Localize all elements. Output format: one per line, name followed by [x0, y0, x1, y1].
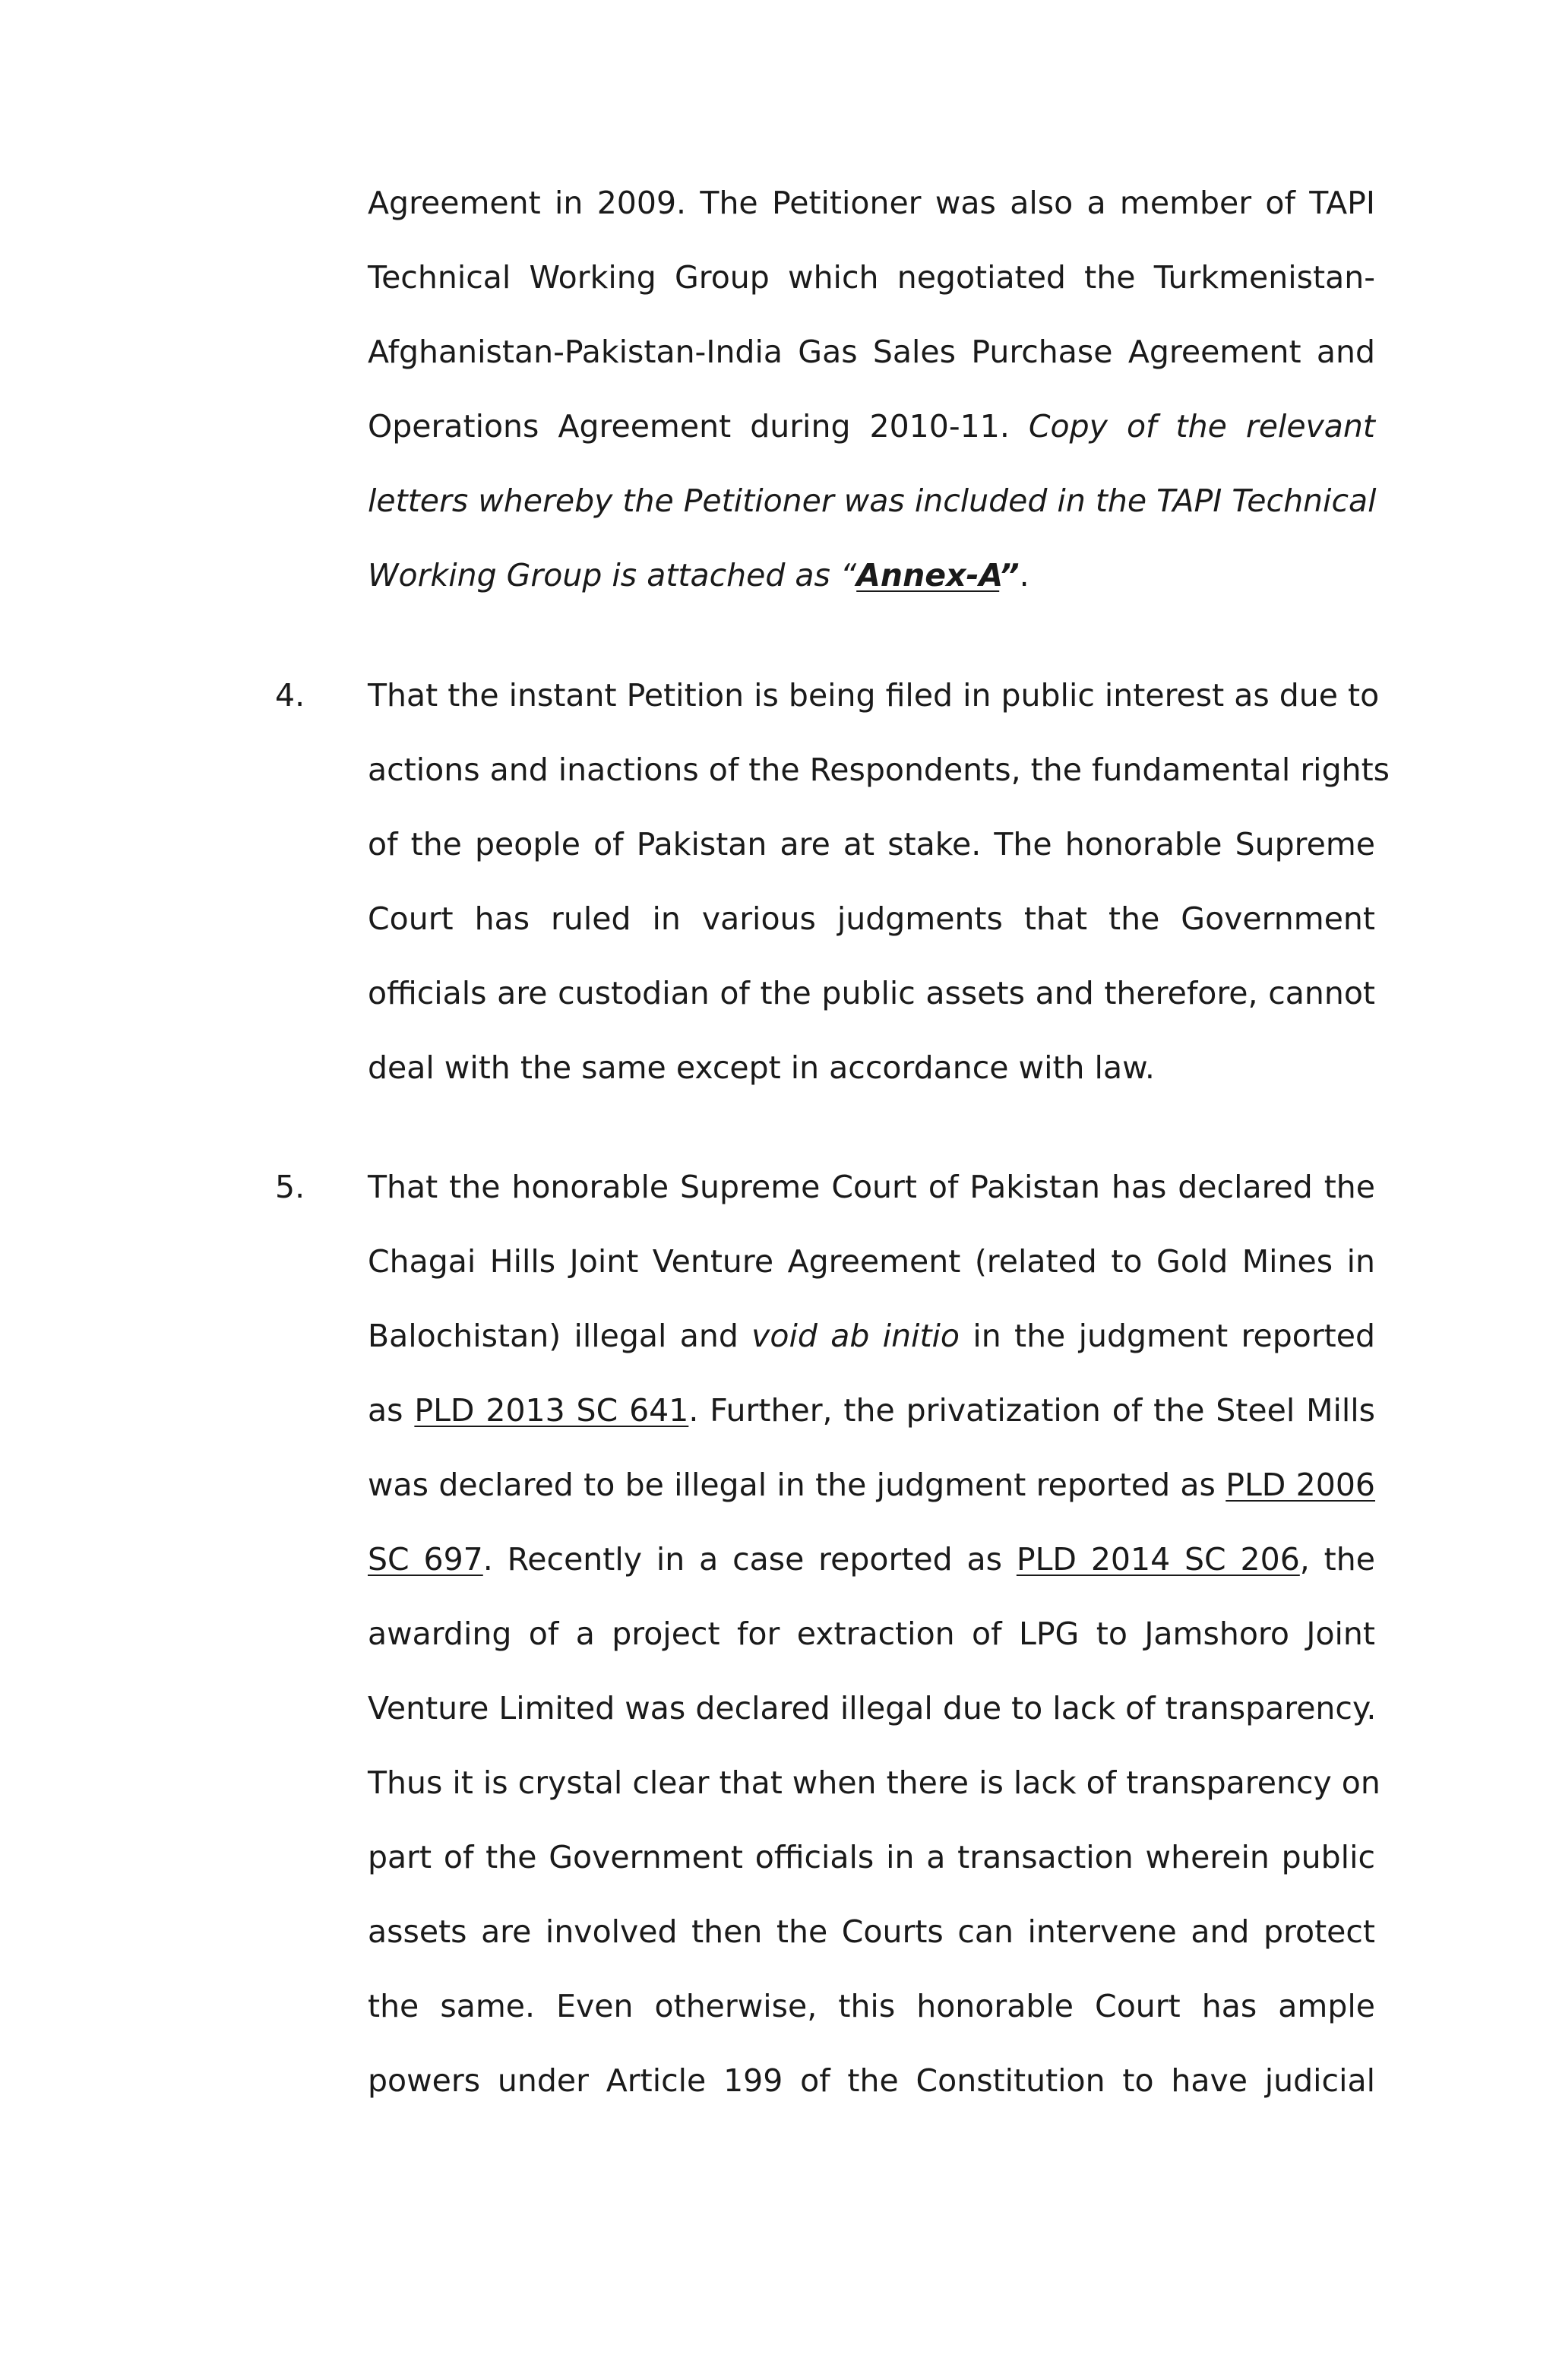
text-line: Venture Limited was declared illegal due to lack of transparency.	[368, 1690, 1377, 1726]
text-span: Operations Agreement during 2010-11.	[368, 408, 1029, 445]
text-line: powers under Article 199 of the Constitution to have judicial	[368, 2062, 1375, 2099]
text-line: Court has ruled in various judgments that the Government	[368, 900, 1375, 937]
citation-pld-2013: PLD 2013 SC 641	[414, 1392, 689, 1429]
text-line	[368, 556, 1375, 594]
text-line	[368, 1391, 1375, 1429]
text-line	[368, 407, 1375, 445]
annex-a-label: Annex-A	[856, 557, 1000, 593]
closing-quote: ”	[999, 557, 1020, 593]
text-span: . Recently in a case reported as	[482, 1541, 1017, 1578]
text-line: Chagai Hills Joint Venture Agreement (related to Gold Mines in	[368, 1243, 1375, 1280]
text-line: That the instant Petition is being filed in public interest as due to	[368, 677, 1380, 714]
text-span: .	[1019, 557, 1029, 593]
text-line: deal with the same except in accordance with law.	[368, 1049, 1155, 1086]
text-line: Technical Working Group which negotiated the Turkmenistan-	[368, 259, 1375, 296]
italic-text: Copy of the relevant	[1028, 408, 1375, 445]
citation-pld-2006: PLD 2006	[1226, 1467, 1376, 1503]
text-line: part of the Government officials in a transaction wherein public	[368, 1839, 1375, 1875]
text-line: assets are involved then the Courts can intervene and protect	[368, 1913, 1375, 1950]
text-line: awarding of a project for extraction of LPG to Jamshoro Joint	[368, 1616, 1375, 1652]
text-line: officials are custodian of the public assets and therefore, cannot	[368, 975, 1375, 1011]
text-line: Thus it is crystal clear that when there is lack of transparency on	[368, 1764, 1380, 1801]
text-span: , the	[1299, 1541, 1375, 1578]
text-line	[368, 1466, 1375, 1504]
paragraph-number: 5.	[275, 1169, 305, 1205]
text-line: the same. Even otherwise, this honorable Court has ample	[368, 1988, 1375, 2024]
text-line: Agreement in 2009. The Petitioner was also a member of TAPI	[368, 185, 1375, 221]
text-line: Afghanistan-Pakistan-India Gas Sales Purchase Agreement and	[368, 334, 1375, 370]
text-span: as	[368, 1392, 415, 1429]
text-span: Balochistan) illegal and	[368, 1318, 752, 1354]
text-span: . Further, the privatization of the Steel Mills	[688, 1392, 1375, 1429]
citation-pld-2014: PLD 2014 SC 206	[1016, 1541, 1300, 1578]
text-line: of the people of Pakistan are at stake. The honorable Supreme	[368, 826, 1375, 862]
text-line	[368, 1540, 1375, 1578]
paragraph-number: 4.	[275, 677, 305, 714]
text-line	[368, 1317, 1375, 1355]
citation-pld-2006-cont: SC 697	[368, 1541, 483, 1578]
italic-text: letters whereby the Petitioner was included in the TAPI Technical	[368, 483, 1377, 519]
italic-text: void ab initio	[751, 1318, 960, 1354]
text-span: in the judgment reported	[960, 1318, 1375, 1354]
text-line: That the honorable Supreme Court of Pakistan has declared the	[368, 1169, 1375, 1205]
text-line	[368, 482, 1375, 520]
italic-text: Working Group is attached as “	[368, 557, 857, 593]
text-line: actions and inactions of the Respondents, the fundamental rights	[368, 752, 1390, 788]
text-span: was declared to be illegal in the judgment reported as	[368, 1467, 1226, 1503]
